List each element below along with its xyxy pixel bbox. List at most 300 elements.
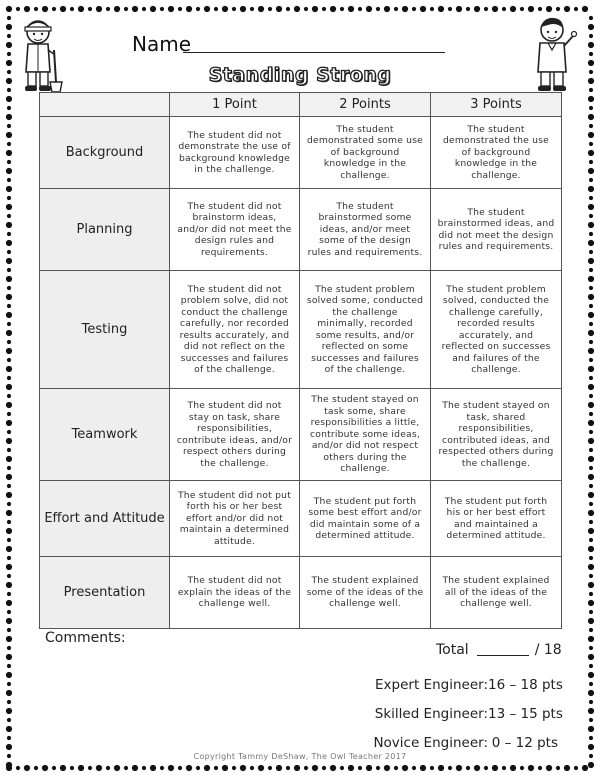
- border-dot: [589, 502, 593, 506]
- criterion-cell: The student did not put forth his or her best effort and/or did not maintain a determined attitude.: [170, 481, 300, 557]
- criterion-cell: The student demonstrated the use of background knowledge in the challenge.: [431, 117, 562, 189]
- border-dot: [588, 528, 594, 534]
- border-dot: [589, 664, 593, 668]
- border-dot: [589, 628, 593, 632]
- border-dot: [7, 304, 11, 308]
- border-dot: [589, 106, 593, 110]
- border-dot: [376, 766, 380, 770]
- border-dot: [322, 766, 326, 770]
- criterion-cell: The student brainstormed some ideas, and/or meet some of the design rules and requirements.: [300, 189, 431, 271]
- border-dot: [589, 160, 593, 164]
- border-dot: [204, 765, 210, 771]
- border-dot: [7, 628, 11, 632]
- border-dot: [240, 6, 246, 12]
- border-dot: [589, 286, 593, 290]
- name-label: Name: [132, 32, 192, 56]
- border-dot: [589, 718, 593, 722]
- border-dot: [7, 664, 11, 668]
- border-dot: [114, 6, 120, 12]
- border-dot: [286, 766, 290, 770]
- border-dot: [448, 7, 452, 11]
- border-dot: [178, 766, 182, 770]
- border-dot: [6, 564, 12, 570]
- border-dot: [394, 7, 398, 11]
- border-dot: [589, 412, 593, 416]
- border-dot: [7, 520, 11, 524]
- copyright-text: Copyright Tammy DeShaw, The Owl Teacher 2017: [193, 752, 407, 761]
- name-write-line[interactable]: [183, 52, 445, 53]
- border-dot: [484, 7, 488, 11]
- border-dot: [7, 430, 11, 434]
- border-dot: [6, 420, 12, 426]
- border-dot: [348, 6, 354, 12]
- border-dot: [492, 6, 498, 12]
- border-dot: [6, 294, 12, 300]
- table-row: [40, 117, 562, 189]
- border-dot: [588, 348, 594, 354]
- border-dot: [528, 6, 534, 12]
- border-dot: [546, 6, 552, 12]
- border-dot: [588, 276, 594, 282]
- border-dot: [106, 766, 110, 770]
- table-row: [40, 481, 562, 557]
- border-dot: [6, 546, 12, 552]
- border-dot: [589, 556, 593, 560]
- border-dot: [186, 765, 192, 771]
- column-header-1-point: 1 Point: [170, 93, 300, 117]
- border-dot: [196, 766, 200, 770]
- border-dot: [588, 654, 594, 660]
- border-dot: [7, 286, 11, 290]
- border-dot: [160, 766, 164, 770]
- border-dot: [589, 250, 593, 254]
- border-dot: [348, 765, 354, 771]
- border-dot: [214, 7, 218, 11]
- border-dot: [588, 600, 594, 606]
- border-dot: [588, 708, 594, 714]
- border-dot: [574, 7, 578, 11]
- border-dot: [384, 765, 390, 771]
- border-dot: [294, 765, 300, 771]
- border-dot: [484, 766, 488, 770]
- border-dot: [588, 366, 594, 372]
- border-dot: [589, 16, 593, 20]
- border-dot: [6, 510, 12, 516]
- border-dot: [7, 52, 11, 56]
- border-dot: [6, 618, 12, 624]
- border-dot: [88, 7, 92, 11]
- border-dot: [232, 766, 236, 770]
- border-dot: [7, 124, 11, 128]
- border-dot: [6, 762, 12, 768]
- border-dot: [574, 766, 578, 770]
- border-dot: [582, 765, 588, 771]
- border-dot: [96, 6, 102, 12]
- border-dot: [589, 376, 593, 380]
- border-dot: [588, 132, 594, 138]
- border-dot: [16, 7, 20, 11]
- border-dot: [114, 765, 120, 771]
- level-name: Skilled Engineer:: [374, 706, 488, 722]
- border-dot: [6, 672, 12, 678]
- border-dot: [528, 765, 534, 771]
- border-dot: [474, 6, 480, 12]
- border-dot: [430, 7, 434, 11]
- border-dot: [7, 394, 11, 398]
- border-dot: [6, 582, 12, 588]
- criterion-cell: The student put forth some best effort and/or did maintain some of a determined attitude.: [300, 481, 431, 557]
- column-header-2-points: 2 Points: [300, 93, 431, 117]
- border-dot: [564, 765, 570, 771]
- border-dot: [106, 7, 110, 11]
- border-dot: [502, 7, 506, 11]
- border-dot: [589, 178, 593, 182]
- border-dot: [588, 330, 594, 336]
- border-dot: [588, 24, 594, 30]
- border-dot: [312, 765, 318, 771]
- border-dot: [6, 744, 12, 750]
- border-dot: [7, 736, 11, 740]
- level-name: Expert Engineer:: [375, 677, 488, 693]
- border-dot: [366, 765, 372, 771]
- border-dot: [6, 96, 12, 102]
- border-dot: [588, 420, 594, 426]
- border-dot: [589, 646, 593, 650]
- border-dot: [510, 6, 516, 12]
- border-dot: [60, 765, 66, 771]
- border-dot: [304, 7, 308, 11]
- border-dot: [340, 7, 344, 11]
- border-dot: [7, 484, 11, 488]
- criterion-effort-and-attitude: Effort and Attitude: [40, 481, 170, 557]
- border-dot: [214, 766, 218, 770]
- border-dot: [474, 765, 480, 771]
- total-write-line[interactable]: [477, 655, 529, 656]
- border-dot: [7, 502, 11, 506]
- border-dot: [240, 765, 246, 771]
- border-dot: [132, 6, 138, 12]
- border-dot: [7, 538, 11, 542]
- criterion-cell: The student stayed on task, shared responsibilities, contributed ideas, and respected others during the challenge.: [431, 389, 562, 481]
- border-dot: [7, 34, 11, 38]
- border-dot: [588, 384, 594, 390]
- border-dot: [6, 330, 12, 336]
- border-dot: [150, 765, 156, 771]
- comments-label: Comments:: [45, 630, 126, 646]
- border-dot: [589, 574, 593, 578]
- border-dot: [7, 232, 11, 236]
- border-dot: [6, 132, 12, 138]
- table-row: [40, 189, 562, 271]
- level-range: 16 – 18 pts: [488, 677, 563, 693]
- border-dot: [588, 222, 594, 228]
- border-dot: [589, 52, 593, 56]
- border-dot: [70, 766, 74, 770]
- border-dot: [6, 474, 12, 480]
- criterion-cell: The student did not demonstrate the use of background knowledge in the challenge.: [170, 117, 300, 189]
- border-dot: [588, 168, 594, 174]
- border-dot: [588, 618, 594, 624]
- border-dot: [466, 766, 470, 770]
- border-dot: [24, 6, 30, 12]
- border-dot: [430, 766, 434, 770]
- border-dot: [588, 294, 594, 300]
- border-dot: [34, 7, 38, 11]
- border-dot: [7, 610, 11, 614]
- border-dot: [588, 474, 594, 480]
- border-dot: [358, 7, 362, 11]
- criterion-cell: The student put forth his or her best effort and maintained a determined attitude.: [431, 481, 562, 557]
- level-range: 0 – 12 pts: [491, 735, 558, 751]
- border-dot: [232, 7, 236, 11]
- border-dot: [340, 766, 344, 770]
- border-dot: [589, 232, 593, 236]
- border-dot: [589, 214, 593, 218]
- border-dot: [589, 304, 593, 308]
- border-dot: [6, 24, 12, 30]
- border-dot: [502, 766, 506, 770]
- border-dot: [366, 6, 372, 12]
- border-dot: [6, 528, 12, 534]
- border-dot: [96, 765, 102, 771]
- level-skilled: [370, 705, 563, 734]
- border-dot: [589, 448, 593, 452]
- border-dot: [7, 178, 11, 182]
- border-dot: [7, 322, 11, 326]
- border-dot: [510, 765, 516, 771]
- table-row: [40, 271, 562, 389]
- column-header-3-points: 3 Points: [431, 93, 562, 117]
- border-dot: [312, 6, 318, 12]
- border-dot: [588, 186, 594, 192]
- border-dot: [412, 766, 416, 770]
- border-dot: [24, 765, 30, 771]
- border-dot: [6, 348, 12, 354]
- border-dot: [6, 276, 12, 282]
- criterion-presentation: Presentation: [40, 557, 170, 629]
- border-dot: [7, 196, 11, 200]
- border-dot: [16, 766, 20, 770]
- border-dot: [52, 7, 56, 11]
- border-dot: [7, 682, 11, 686]
- border-dot: [588, 726, 594, 732]
- border-dot: [78, 765, 84, 771]
- border-dot: [588, 150, 594, 156]
- border-dot: [384, 6, 390, 12]
- border-dot: [589, 466, 593, 470]
- border-dot: [6, 402, 12, 408]
- criterion-cell: The student brainstormed ideas, and did not meet the design rules and requirements.: [431, 189, 562, 271]
- border-dot: [6, 708, 12, 714]
- border-dot: [6, 186, 12, 192]
- border-dot: [589, 340, 593, 344]
- border-dot: [7, 214, 11, 218]
- criterion-background: Background: [40, 117, 170, 189]
- border-dot: [456, 6, 462, 12]
- border-dot: [42, 6, 48, 12]
- border-dot: [6, 312, 12, 318]
- border-dot: [6, 726, 12, 732]
- border-dot: [546, 765, 552, 771]
- criterion-cell: The student stayed on task some, share responsibilities a little, contribute some ideas, and/or did not respect others during the challenge.: [300, 389, 431, 481]
- criterion-teamwork: Teamwork: [40, 389, 170, 481]
- border-dot: [588, 762, 594, 768]
- border-dot: [538, 7, 542, 11]
- border-dot: [250, 7, 254, 11]
- border-dot: [588, 510, 594, 516]
- border-dot: [7, 592, 11, 596]
- border-dot: [589, 484, 593, 488]
- border-dot: [196, 7, 200, 11]
- border-dot: [160, 7, 164, 11]
- border-dot: [222, 6, 228, 12]
- border-dot: [142, 766, 146, 770]
- border-dot: [588, 240, 594, 246]
- border-dot: [258, 765, 264, 771]
- criterion-cell: The student did not explain the ideas of the challenge well.: [170, 557, 300, 629]
- border-dot: [7, 340, 11, 344]
- header-row: [40, 93, 562, 117]
- border-dot: [588, 546, 594, 552]
- border-dot: [588, 564, 594, 570]
- border-dot: [124, 766, 128, 770]
- border-dot: [588, 492, 594, 498]
- border-dot: [589, 610, 593, 614]
- border-dot: [7, 16, 11, 20]
- border-dot: [589, 700, 593, 704]
- border-dot: [6, 654, 12, 660]
- criterion-cell: The student explained all of the ideas of the challenge well.: [431, 557, 562, 629]
- border-dot: [589, 34, 593, 38]
- border-dot: [466, 7, 470, 11]
- border-dot: [168, 6, 174, 12]
- border-dot: [7, 88, 11, 92]
- table-row: [40, 557, 562, 629]
- border-dot: [7, 700, 11, 704]
- border-dot: [589, 124, 593, 128]
- border-dot: [556, 766, 560, 770]
- border-dot: [438, 6, 444, 12]
- border-dot: [6, 492, 12, 498]
- total-score: [436, 642, 562, 658]
- border-dot: [78, 6, 84, 12]
- border-dot: [150, 6, 156, 12]
- border-dot: [589, 394, 593, 398]
- border-dot: [7, 268, 11, 272]
- border-dot: [6, 438, 12, 444]
- border-dot: [6, 42, 12, 48]
- border-dot: [589, 520, 593, 524]
- border-dot: [589, 538, 593, 542]
- criterion-cell: The student demonstrated some use of background knowledge in the challenge.: [300, 117, 431, 189]
- border-dot: [7, 448, 11, 452]
- border-dot: [7, 718, 11, 722]
- border-dot: [588, 114, 594, 120]
- border-dot: [588, 204, 594, 210]
- border-dot: [6, 456, 12, 462]
- level-name: Novice Engineer:: [373, 735, 488, 751]
- border-dot: [7, 160, 11, 164]
- border-dot: [6, 150, 12, 156]
- border-dot: [588, 672, 594, 678]
- border-dot: [588, 690, 594, 696]
- border-dot: [168, 765, 174, 771]
- border-dot: [589, 322, 593, 326]
- border-dot: [7, 106, 11, 110]
- border-dot: [394, 766, 398, 770]
- border-dot: [7, 250, 11, 254]
- engineer-levels: [370, 676, 563, 763]
- border-dot: [588, 744, 594, 750]
- border-dot: [6, 240, 12, 246]
- border-dot: [589, 682, 593, 686]
- border-dot: [420, 765, 426, 771]
- border-dot: [7, 574, 11, 578]
- border-dot: [520, 766, 524, 770]
- border-dot: [412, 7, 416, 11]
- border-dot: [588, 312, 594, 318]
- border-dot: [6, 258, 12, 264]
- border-dot: [556, 7, 560, 11]
- border-dot: [52, 766, 56, 770]
- border-dot: [6, 690, 12, 696]
- border-dot: [6, 366, 12, 372]
- border-dot: [6, 204, 12, 210]
- criterion-planning: Planning: [40, 189, 170, 271]
- total-max: / 18: [534, 642, 562, 658]
- border-dot: [42, 765, 48, 771]
- border-dot: [268, 766, 272, 770]
- criterion-cell: The student problem solved, conducted the challenge carefully, recorded results accurately, and reflected on successes and failures of the challenge.: [431, 271, 562, 389]
- border-dot: [322, 7, 326, 11]
- border-dot: [6, 114, 12, 120]
- border-dot: [402, 6, 408, 12]
- border-dot: [589, 430, 593, 434]
- border-dot: [6, 168, 12, 174]
- page-title: Standing Strong: [208, 64, 392, 86]
- border-dot: [7, 466, 11, 470]
- border-dot: [60, 6, 66, 12]
- border-dot: [7, 376, 11, 380]
- border-dot: [420, 6, 426, 12]
- border-dot: [588, 96, 594, 102]
- criterion-cell: The student did not stay on task, share responsibilities, contribute ideas, and/or respect others during the challenge.: [170, 389, 300, 481]
- border-dot: [376, 7, 380, 11]
- border-dot: [456, 765, 462, 771]
- level-range: 13 – 15 pts: [488, 706, 563, 722]
- border-dot: [588, 438, 594, 444]
- border-dot: [588, 582, 594, 588]
- table-row: [40, 389, 562, 481]
- border-dot: [286, 7, 290, 11]
- border-dot: [6, 384, 12, 390]
- border-dot: [294, 6, 300, 12]
- border-dot: [582, 6, 588, 12]
- criterion-cell: The student did not problem solve, did not conduct the challenge carefully, nor recorded results accurately, and did not reflect on the successes and failures of the challenge.: [170, 271, 300, 389]
- border-dot: [7, 556, 11, 560]
- column-header-blank: [40, 93, 170, 117]
- border-dot: [250, 766, 254, 770]
- border-dot: [6, 6, 12, 12]
- border-dot: [7, 358, 11, 362]
- border-dot: [402, 765, 408, 771]
- border-dot: [88, 766, 92, 770]
- border-dot: [6, 636, 12, 642]
- border-dot: [7, 142, 11, 146]
- border-dot: [589, 88, 593, 92]
- border-dot: [34, 766, 38, 770]
- border-dot: [438, 765, 444, 771]
